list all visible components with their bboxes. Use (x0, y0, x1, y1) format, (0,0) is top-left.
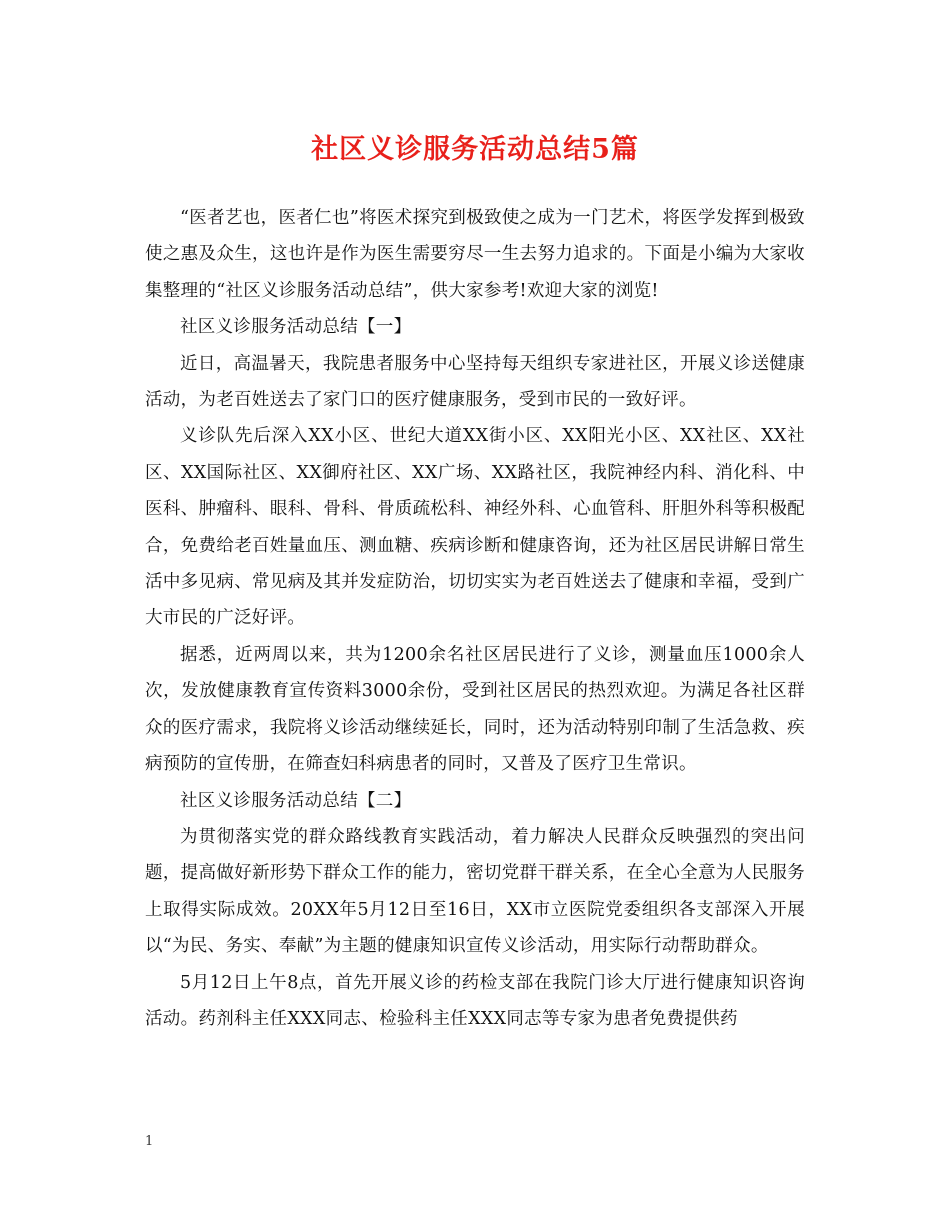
section-heading-1: 社区义诊服务活动总结【一】 (180, 317, 412, 338)
document-title: 社区义诊服务活动总结5篇 (311, 134, 639, 165)
body-paragraph: 义诊队先后深入XX小区、世纪大道XX街小区、XX阳光小区、XX社区、XX社区、XX国际社区、XX御府社区、XX广场、XX路社区，我院神经内科、消化科、中医科、肿瘤科、眼科、骨科、骨质疏松科、神经外科、心血管科、肝胆外科等积极配合，免费给老百姓量血压、测血糖、疾病诊断和健康咨询，还为社区居民讲解日常生活中多见病、常见病及其并发症防治，切切实实为老百姓送去了健康和幸福，受到广大市民的广泛好评。 (145, 426, 805, 629)
page-number: 1 (145, 1134, 154, 1149)
body-paragraph: 为贯彻落实党的群众路线教育实践活动，着力解决人民群众反映强烈的突出问题，提高做好新形势下群众工作的能力，密切党群干群关系，在全心全意为人民服务上取得实际成效。20XX年5月12日至16日，XX市立医院党委组织各支部深入开展以“为民、务实、奉献”为主题的健康知识宣传义诊活动，用实际行动帮助群众。 (145, 826, 805, 957)
body-paragraph: 近日，高温暑天，我院患者服务中心坚持每天组织专家进社区，开展义诊送健康活动，为老百姓送去了家门口的医疗健康服务，受到市民的一致好评。 (145, 353, 805, 411)
document-body (145, 200, 805, 1037)
body-paragraph: 5月12日上午8点，首先开展义诊的药检支部在我院门诊大厅进行健康知识咨询活动。药剂科主任XXX同志、检验科主任XXX同志等专家为患者免费提供药 (145, 972, 805, 1029)
section-heading-2: 社区义诊服务活动总结【二】 (180, 790, 412, 811)
intro-paragraph: “医者艺也，医者仁也”将医术探究到极致使之成为一门艺术，将医学发挥到极致使之惠及众生，这也许是作为医生需要穷尽一生去努力追求的。下面是小编为大家收集整理的“社区义诊服务活动总结”，供大家参考!欢迎大家的浏览! (145, 208, 805, 301)
body-paragraph: 据悉，近两周以来，共为1200余名社区居民进行了义诊，测量血压1000余人次，发放健康教育宣传资料3000余份，受到社区居民的热烈欢迎。为满足各社区群众的医疗需求，我院将义诊活动继续延长，同时，还为活动特别印制了生活急救、疾病预防的宣传册，在筛查妇科病患者的同时，又普及了医疗卫生常识。 (145, 644, 805, 775)
